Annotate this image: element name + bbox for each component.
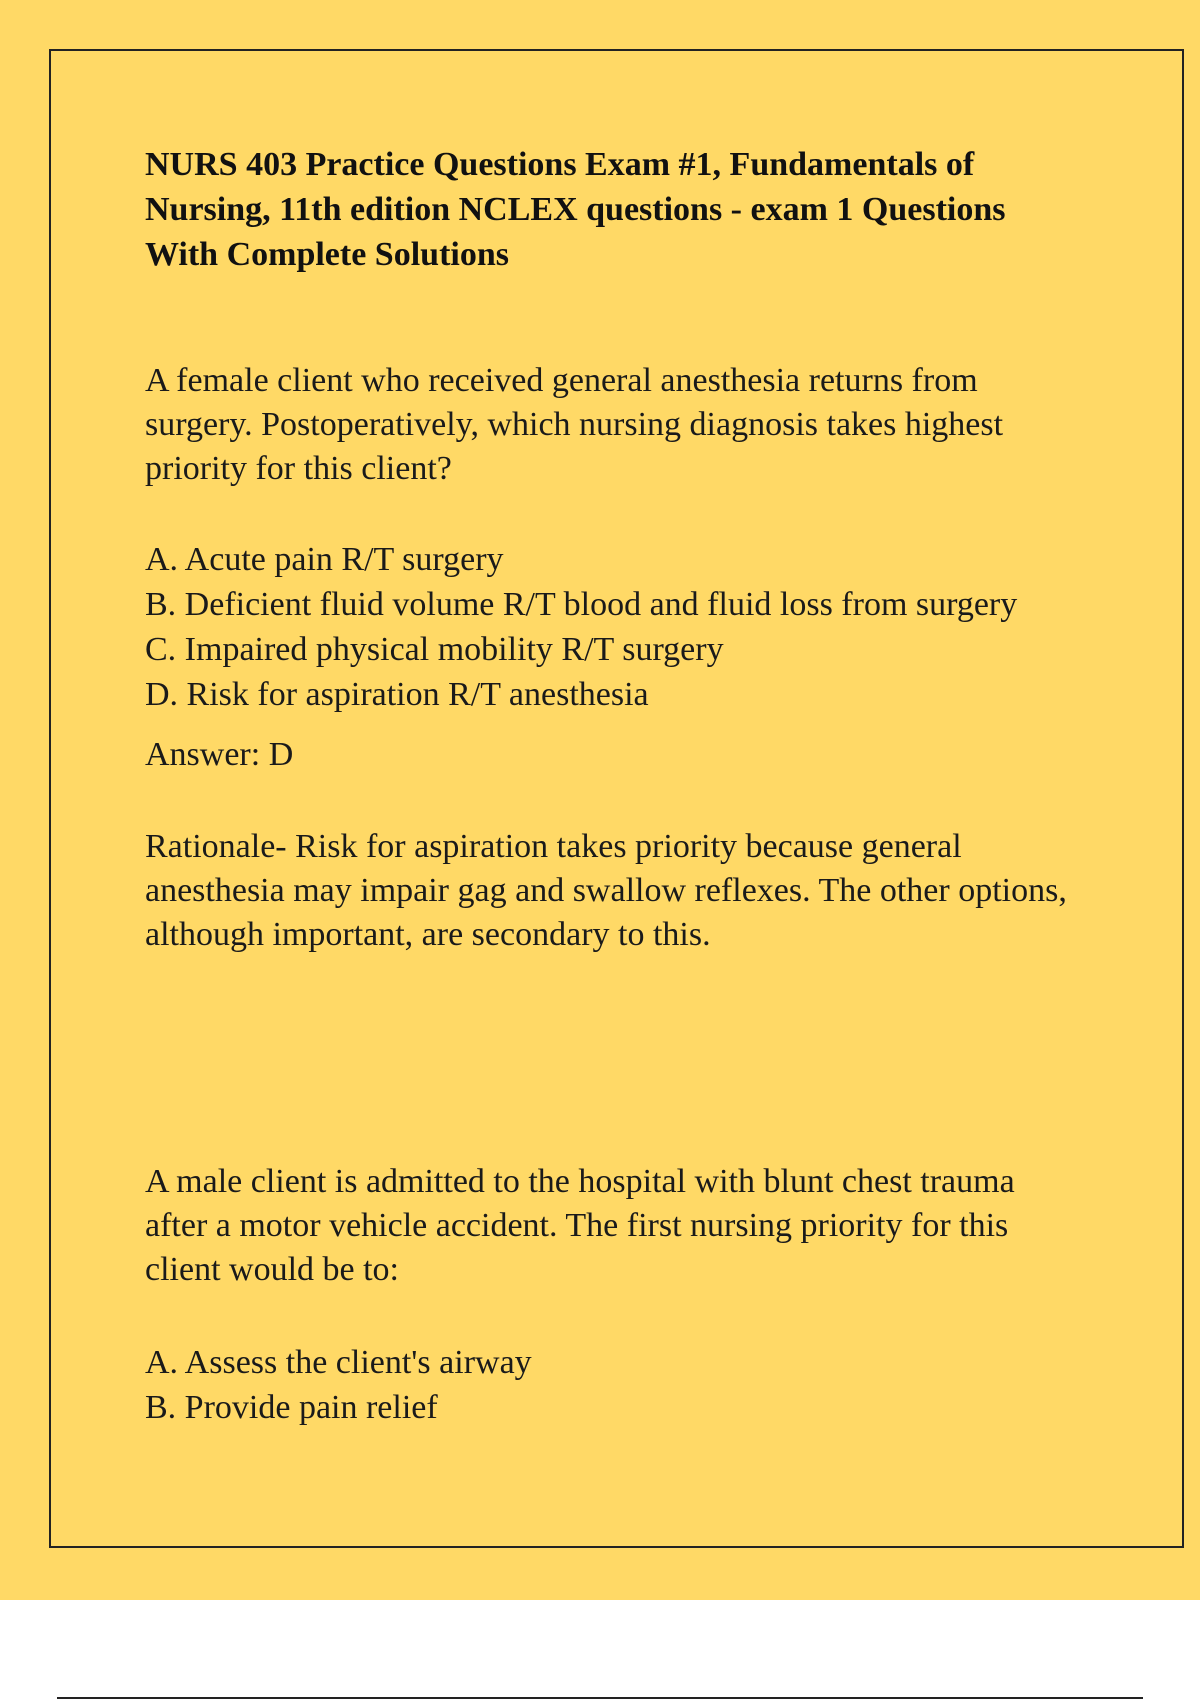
footer-divider bbox=[57, 1697, 1143, 1699]
question-2-options bbox=[145, 1340, 1085, 1430]
question-1-rationale: Rationale- Risk for aspiration takes priority because general anesthesia may impair gag and swallow reflexes. The other options, although important, are secondary to this. bbox=[145, 828, 1067, 953]
question-1-answer: Answer: D bbox=[145, 736, 294, 773]
question-1-option-a: A. Acute pain R/T surgery bbox=[145, 541, 504, 578]
question-1-option-c: C. Impaired physical mobility R/T surgery bbox=[145, 631, 724, 668]
question-2-option-a: A. Assess the client's airway bbox=[145, 1344, 532, 1381]
question-2-option-b: B. Provide pain relief bbox=[145, 1389, 438, 1426]
question-1-options bbox=[145, 537, 1085, 717]
document-title: NURS 403 Practice Questions Exam #1, Fundamentals of Nursing, 11th edition NCLEX questions - exam 1 Questions With Complete Solutions bbox=[145, 146, 1006, 273]
question-1-option-b: B. Deficient fluid volume R/T blood and fluid loss from surgery bbox=[145, 586, 1018, 623]
question-2-text: A male client is admitted to the hospital with blunt chest trauma after a motor vehicle accident. The first nursing priority for this client would be to: bbox=[145, 1163, 1015, 1288]
question-1-text: A female client who received general anesthesia returns from surgery. Postoperatively, which nursing diagnosis takes highest priority for this client? bbox=[145, 362, 1004, 487]
question-1-option-d: D. Risk for aspiration R/T anesthesia bbox=[145, 676, 649, 713]
